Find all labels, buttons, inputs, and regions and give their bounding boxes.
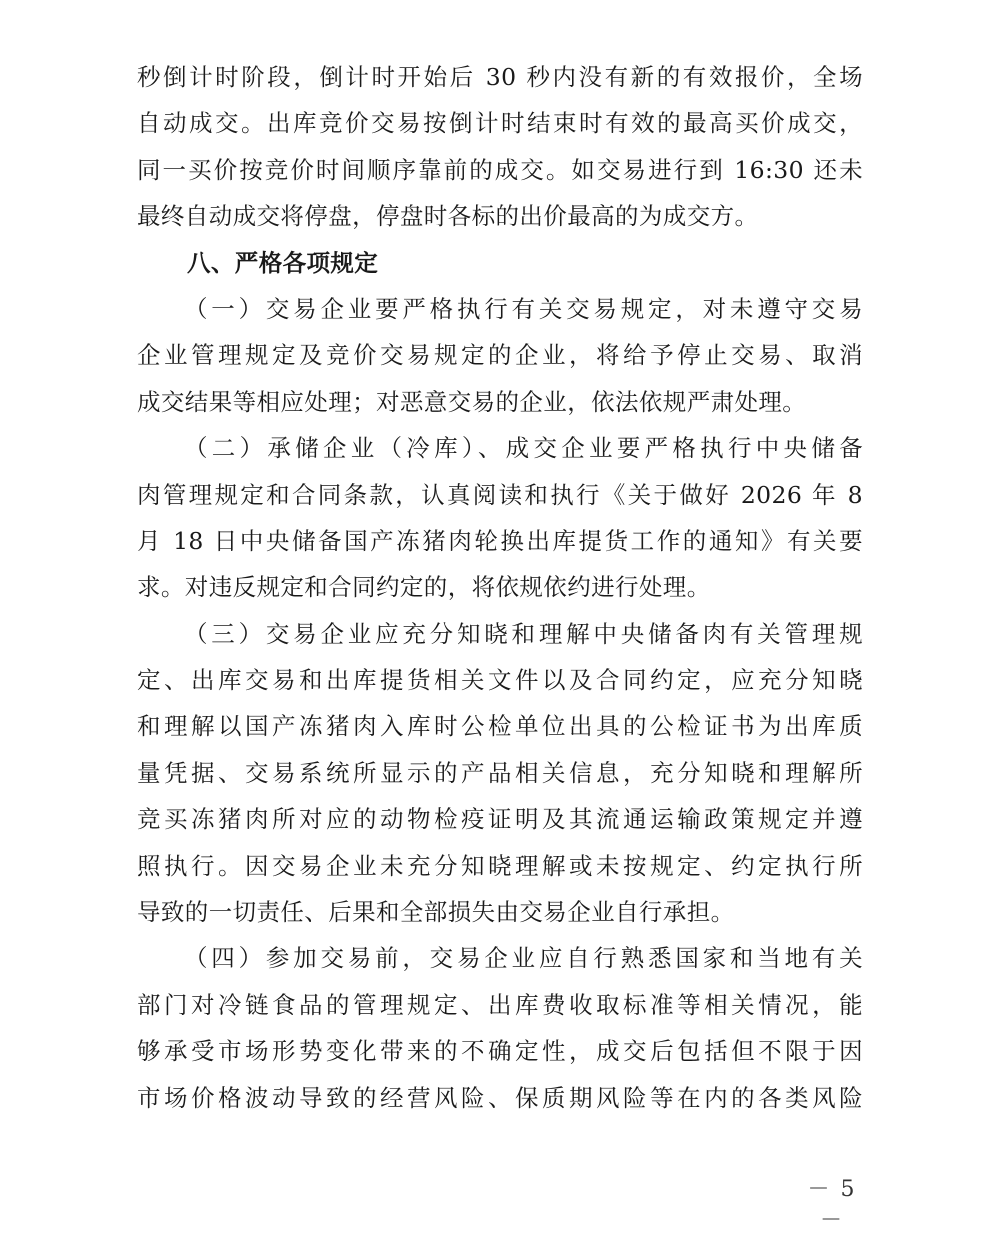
text-line-10: 肉管理规定和合同条款，认真阅读和执行《关于做好 2026 年 8 [137, 480, 863, 509]
text-line-19: 导致的一切责任、后果和全部损失由交易企业自行承担。 [137, 898, 735, 927]
text-line-11: 月 18 日中央储备国产冻猪肉轮换出库提货工作的通知》有关要 [137, 526, 863, 555]
paragraph-1-start: （一）交易企业要严格执行有关交易规定，对未遵守交易 [184, 294, 863, 323]
text-line-21: 部门对冷链食品的管理规定、出库费收取标准等相关情况，能 [137, 990, 863, 1019]
document-body [137, 54, 863, 1121]
paragraph-3-start: （三）交易企业应充分知晓和理解中央储备肉有关管理规 [184, 619, 863, 648]
text-line-7: 企业管理规定及竞价交易规定的企业，将给予停止交易、取消 [137, 341, 863, 370]
text-line-12: 求。对违反规定和合同约定的，将依规依约进行处理。 [137, 573, 711, 602]
text-line-2: 自动成交。出库竞价交易按倒计时结束时有效的最高买价成交， [137, 109, 863, 138]
text-line-15: 和理解以国产冻猪肉入库时公检单位出具的公检证书为出库质 [137, 712, 863, 741]
text-line-3: 同一买价按竞价时间顺序靠前的成交。如交易进行到 16:30 还未 [137, 155, 863, 184]
text-line-22: 够承受市场形势变化带来的不确定性，成交后包括但不限于因 [137, 1037, 863, 1066]
section-heading-8: 八、严格各项规定 [187, 248, 379, 277]
page-number: － 5 － [807, 1177, 857, 1233]
text-line-16: 量凭据、交易系统所显示的产品相关信息，充分知晓和理解所 [137, 758, 863, 787]
text-line-8: 成交结果等相应处理；对恶意交易的企业，依法依规严肃处理。 [137, 387, 807, 416]
text-line-18: 照执行。因交易企业未充分知晓理解或未按规定、约定执行所 [137, 851, 863, 880]
text-line-1: 秒倒计时阶段，倒计时开始后 30 秒内没有新的有效报价，全场 [137, 63, 863, 91]
paragraph-2-start: （二）承储企业（冷库）、成交企业要严格执行中央储备 [184, 434, 863, 463]
text-line-17: 竞买冻猪肉所对应的动物检疫证明及其流通运输政策规定并遵 [137, 805, 863, 834]
text-line-23: 市场价格波动导致的经营风险、保质期风险等在内的各类风险 [137, 1083, 863, 1112]
paragraph-4-start: （四）参加交易前，交易企业应自行熟悉国家和当地有关 [184, 944, 863, 973]
text-line-4: 最终自动成交将停盘，停盘时各标的出价最高的为成交方。 [137, 202, 759, 231]
text-line-14: 定、出库交易和出库提货相关文件以及合同约定，应充分知晓 [137, 666, 863, 695]
